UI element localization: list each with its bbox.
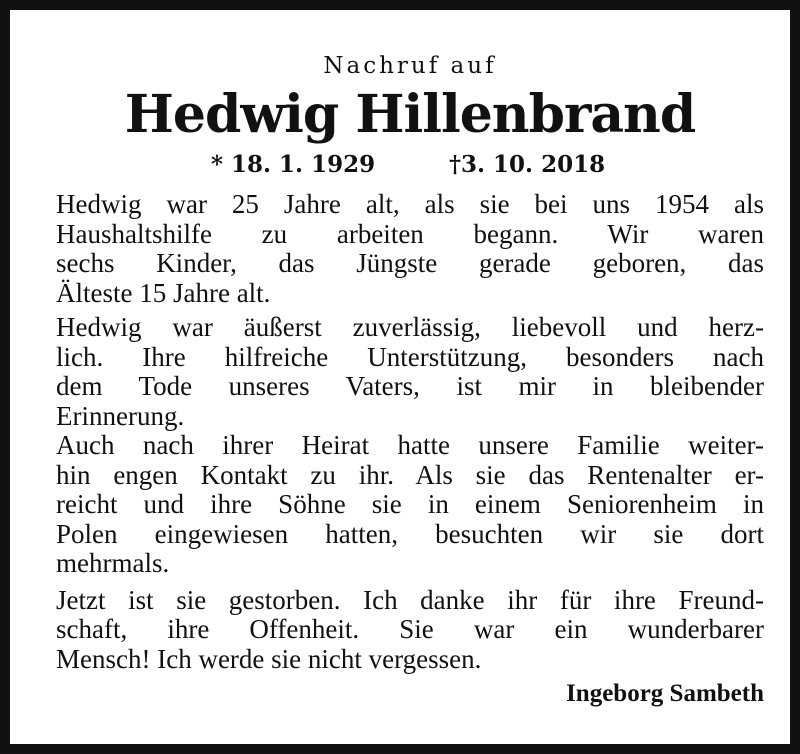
paragraph-line: dem Tode unseres Vaters, ist mir in bleibender [56, 371, 764, 401]
birth-date: * 18. 1. 1929 [211, 151, 376, 178]
paragraph-1 [56, 190, 764, 308]
paragraph-line: lich. Ihre hilfreiche Unterstützung, besonders nach [56, 341, 764, 372]
paragraph-line: schaft, ihre Offenheit. Sie war ein wunderbarer [56, 614, 764, 644]
paragraph-line: Mensch! Ich werde sie nicht vergessen. [56, 643, 482, 674]
paragraph-line: Jetzt ist sie gestorben. Ich danke ihr für ihre Freund- [56, 584, 764, 615]
paragraph-4 [56, 586, 764, 675]
obituary-content [56, 48, 764, 714]
paragraph-line: Erinnerung. [56, 400, 185, 431]
deceased-name: Hedwig Hillenbrand [124, 84, 696, 145]
paragraph-line: sechs Kinder, das Jüngste gerade geboren, das [56, 248, 764, 278]
obituary-intro: Nachruf auf [323, 53, 497, 79]
paragraph-2 [56, 313, 764, 431]
paragraph-line: Auch nach ihrer Heirat hatte unsere Familie weiter- [56, 430, 764, 460]
paragraph-3 [56, 431, 764, 579]
paragraph-line: Polen eingewiesen hatten, besuchten wir sie dort [56, 518, 764, 549]
life-dates [56, 146, 764, 184]
paragraph-line: Älteste 15 Jahre alt. [56, 277, 271, 308]
paragraph-line: mehrmals. [56, 548, 170, 578]
paragraph-line: Hedwig war äußerst zuverlässig, liebevoll und herz- [56, 312, 764, 342]
paragraph-line: Haushaltshilfe zu arbeiten begann. Wir waren [56, 218, 764, 249]
death-date: †3. 10. 2018 [449, 151, 606, 178]
paragraph-line: Hedwig war 25 Jahre alt, als sie bei uns 1954 als [56, 189, 764, 219]
paragraph-line: hin engen Kontakt zu ihr. Als sie das Rentenalter er- [56, 459, 764, 490]
paragraph-line: reicht und ihre Söhne sie in einem Seniorenheim in [56, 489, 764, 519]
signature: Ingeborg Sambeth [566, 680, 764, 707]
